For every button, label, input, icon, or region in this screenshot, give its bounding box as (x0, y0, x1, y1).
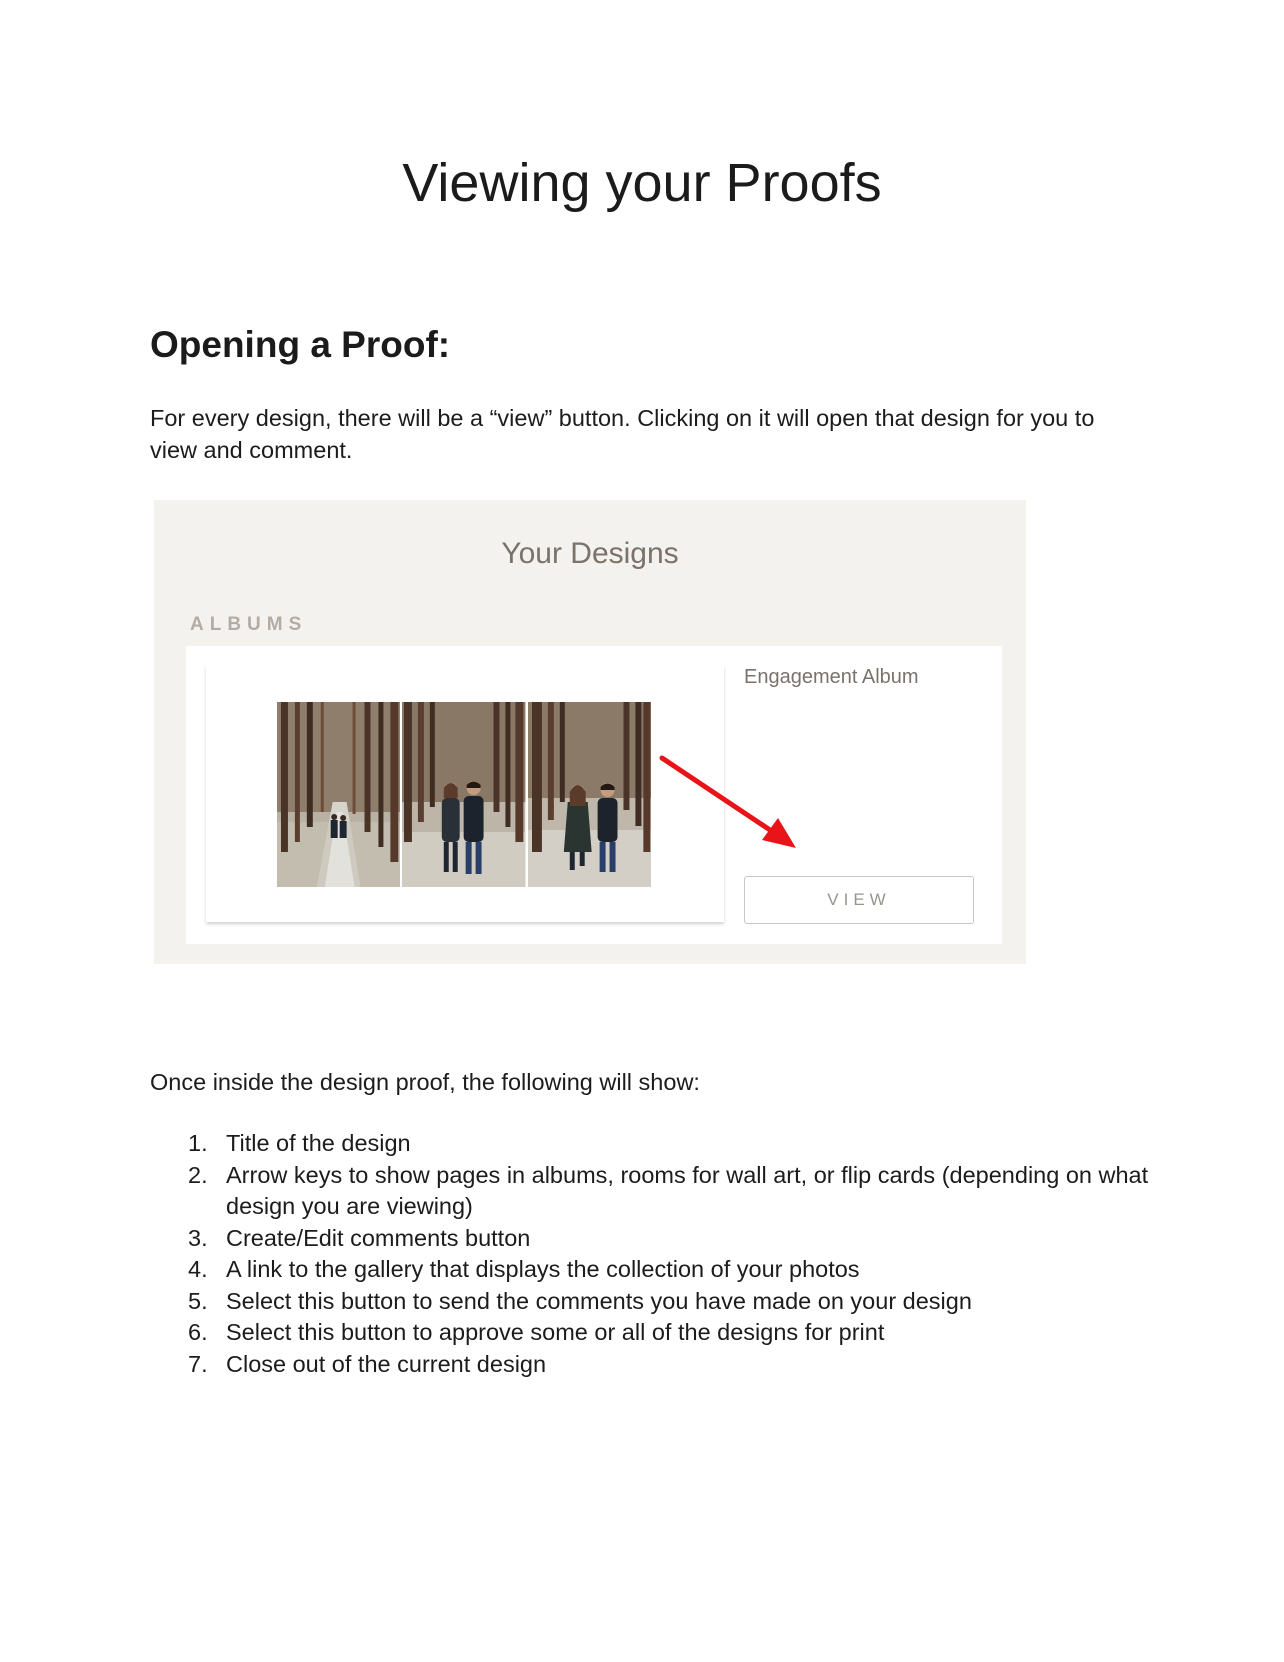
list-item (150, 1160, 1150, 1223)
list-item-number: 4. (188, 1256, 208, 1282)
list-item-number: 7. (188, 1350, 208, 1377)
page-title: Viewing your Proofs (402, 153, 882, 213)
lead-paragraph: Once inside the design proof, the following will show: (150, 1069, 700, 1095)
list-item (150, 1349, 1150, 1381)
list-item-number: 1. (188, 1130, 208, 1156)
list-item (150, 1254, 1150, 1286)
forest-couple-far-photo (277, 702, 400, 887)
intro-paragraph: For every design, there will be a “view” button. Clicking on it will open that design for you to view and comment. (150, 405, 1095, 463)
steps-list (150, 1128, 1150, 1380)
your-designs-screenshot (154, 500, 1026, 964)
list-item (150, 1223, 1150, 1255)
view-button[interactable]: VIEW (744, 876, 974, 924)
album-card (186, 646, 1002, 944)
list-item-text: Select this button to approve some or all of the designs for print (226, 1319, 885, 1345)
list-item (150, 1317, 1150, 1349)
list-item-text: Create/Edit comments button (226, 1224, 531, 1251)
list-item (150, 1128, 1150, 1160)
list-item-number: 2. (188, 1161, 208, 1188)
list-item-text: Select this button to send the comments you have made on your design (226, 1287, 972, 1314)
forest-couple-running-photo (528, 702, 651, 887)
photo-strip (277, 702, 651, 887)
list-item-text: Arrow keys to show pages in albums, rooms for wall art, or flip cards (depending on what design you are viewing) (226, 1161, 1149, 1219)
section-heading: Opening a Proof: (150, 324, 451, 365)
list-item-text: Close out of the current design (226, 1350, 547, 1377)
list-item-number: 5. (188, 1287, 208, 1314)
albums-section-label: ALBUMS (190, 614, 308, 635)
list-item-text: A link to the gallery that displays the collection of your photos (226, 1256, 860, 1282)
forest-couple-walking-photo (402, 702, 525, 887)
list-item (150, 1286, 1150, 1318)
list-item-number: 3. (188, 1224, 208, 1251)
album-preview[interactable] (206, 666, 724, 922)
list-item-text: Title of the design (226, 1130, 411, 1156)
your-designs-heading: Your Designs (501, 537, 679, 570)
album-name[interactable]: Engagement Album (744, 666, 919, 688)
list-item-number: 6. (188, 1319, 208, 1345)
